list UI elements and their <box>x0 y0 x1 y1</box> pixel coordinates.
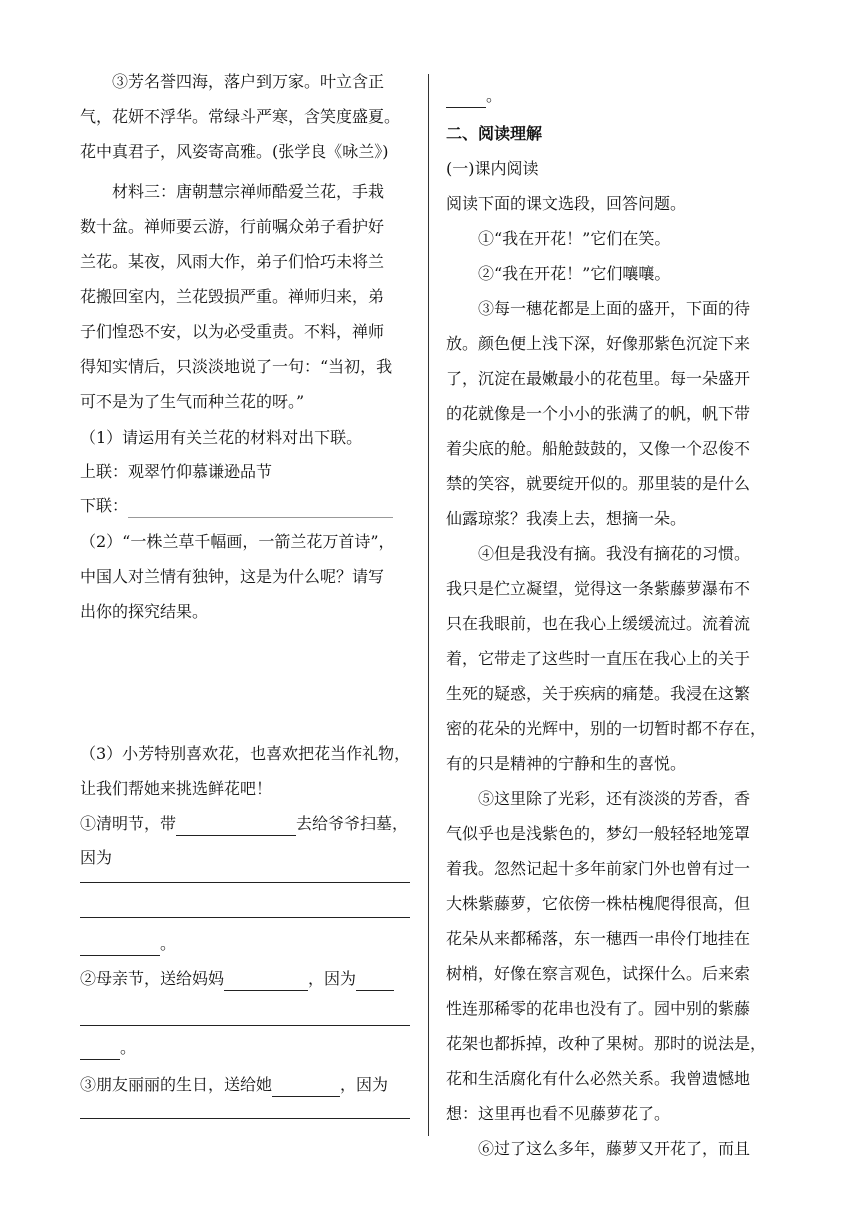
period: 。 <box>120 1038 137 1057</box>
item-1-end-row <box>80 932 176 956</box>
item-2-answer-line[interactable] <box>80 1025 410 1026</box>
carryover-row <box>446 84 502 108</box>
item-2-row <box>80 967 394 991</box>
passage-line: 花架也都拆掉，改种了果树。那时的说法是， <box>446 1034 767 1053</box>
poem-line: 气，花妍不浮华。常绿斗严寒，含笑度盛夏。 <box>80 107 401 126</box>
item-2-text: ②母亲节，送给妈妈 <box>80 969 225 988</box>
material-three-line: 子们惶恐不安，以为必受重责。不料，禅师 <box>80 322 385 341</box>
passage-line: 生死的疑惑，关于疾病的痛楚。我浸在这繁 <box>446 684 751 703</box>
column-divider <box>428 74 429 1136</box>
subsection-heading: (一)课内阅读 <box>446 159 539 178</box>
passage-line: ③每一穗花都是上面的盛开，下面的待 <box>478 299 751 318</box>
item-2-end-row <box>80 1036 136 1060</box>
item-1-row <box>80 812 408 836</box>
material-three-line: 可不是为了生气而种兰花的呀。” <box>80 392 305 411</box>
passage-line: ④但是我没有摘。我没有摘花的习惯。 <box>478 544 751 563</box>
lower-couplet-blank[interactable] <box>128 499 393 518</box>
item-1-answer-blank[interactable] <box>80 937 160 956</box>
question-2-line: 出你的探究结果。 <box>80 602 209 621</box>
item-3-answer-line[interactable] <box>80 1118 410 1119</box>
item-2-answer-blank[interactable] <box>80 1041 120 1060</box>
passage-line: 树梢，好像在察言观色，试探什么。后来索 <box>446 964 751 983</box>
item-1-flower-blank[interactable] <box>176 817 296 836</box>
item-1-because: 因为 <box>80 848 113 867</box>
passage-line: 大株紫藤萝，它依傍一株枯槐爬得很高，但 <box>446 894 751 913</box>
passage-line: 着我。忽然记起十多年前家门外也曾有过一 <box>446 859 751 878</box>
question-1: （1）请运用有关兰花的材料对出下联。 <box>80 428 363 447</box>
item-1-answer-line[interactable] <box>80 917 410 918</box>
material-three-line: 材料三：唐朝慧宗禅师酷爱兰花，手栽 <box>112 182 385 201</box>
passage-line: 性连那稀零的花串也没有了。园中别的紫藤 <box>446 999 751 1018</box>
question-3-line: （3）小芳特别喜欢花，也喜欢把花当作礼物， <box>80 744 411 763</box>
upper-couplet: 上联：观翠竹仰慕谦逊品节 <box>80 462 273 481</box>
passage-line: 了，沉淀在最嫩最小的花苞里。每一朵盛开 <box>446 369 751 388</box>
material-three-line: 花搬回室内，兰花毁损严重。禅师归来，弟 <box>80 287 385 306</box>
passage-line: 我只是伫立凝望，觉得这一条紫藤萝瀑布不 <box>446 579 751 598</box>
period: 。 <box>160 934 177 953</box>
lower-couplet-row <box>80 494 393 518</box>
passage-line: 着，它带走了这些时一直压在我心上的关于 <box>446 649 751 668</box>
passage-line: 有的只是精神的宁静和生的喜悦。 <box>446 754 687 773</box>
material-three-line: 数十盆。禅师要云游，行前嘱众弟子看护好 <box>80 217 385 236</box>
item-3-text: ③朋友丽丽的生日，送给她 <box>80 1075 273 1094</box>
question-3-line: 让我们帮她来挑选鲜花吧！ <box>80 779 273 798</box>
item-1-text-b: 去给爷爷扫墓， <box>296 814 409 833</box>
instruction: 阅读下面的课文选段，回答问题。 <box>446 194 687 213</box>
passage-line: 放。颜色便上浅下深，好像那紫色沉淀下来 <box>446 334 751 353</box>
material-three-line: 得知实情后，只淡淡地说了一句：“当初，我 <box>80 357 393 376</box>
question-2-line: （2）“一株兰草千幅画，一箭兰花万首诗”， <box>80 532 395 551</box>
passage-line: ⑥过了这么多年，藤萝又开花了，而且 <box>478 1139 751 1158</box>
carryover-blank[interactable] <box>446 89 486 108</box>
lower-couplet-label: 下联： <box>80 496 129 515</box>
passage-line: 花朵从来都稀落，东一穗西一串伶仃地挂在 <box>446 929 751 948</box>
item-1-answer-line[interactable] <box>80 882 410 883</box>
section-heading: 二、阅读理解 <box>446 124 543 143</box>
poem-line: ③芳名誉四海，落户到万家。叶立含正 <box>112 72 385 91</box>
passage-line: 仙露琼浆？我凑上去，想摘一朵。 <box>446 509 687 528</box>
item-1-text: ①清明节，带 <box>80 814 177 833</box>
question-2-line: 中国人对兰情有独钟，这是为什么呢？请写 <box>80 567 385 586</box>
passage-line: ⑤这里除了光彩，还有淡淡的芳香，香 <box>478 789 751 808</box>
passage-line: 气似乎也是浅紫色的，梦幻一般轻轻地笼罩 <box>446 824 751 843</box>
period: 。 <box>486 86 503 105</box>
material-three-line: 兰花。某夜，风雨大作，弟子们恰巧未将兰 <box>80 252 385 271</box>
item-3-row <box>80 1073 388 1097</box>
passage-line: 禁的笑容，就要绽开似的。那里装的是什么 <box>446 474 751 493</box>
item-2-reason-blank[interactable] <box>356 972 394 991</box>
passage-line: 的花就像是一个小小的张满了的帆，帆下带 <box>446 404 751 423</box>
passage-line: ①“我在开花！”它们在笑。 <box>478 229 671 248</box>
item-3-flower-blank[interactable] <box>272 1078 340 1097</box>
poem-line: 花中真君子，风姿寄高雅。(张学良《咏兰》) <box>80 142 389 161</box>
passage-line: 密的花朵的光辉中，别的一切暂时都不存在， <box>446 719 767 738</box>
passage-line: 想：这里再也看不见藤萝花了。 <box>446 1104 671 1123</box>
passage-line: 着尖底的舱。船舱鼓鼓的，又像一个忍俊不 <box>446 439 751 458</box>
passage-line: 只在我眼前，也在我心上缓缓流过。流着流 <box>446 614 751 633</box>
passage-line: ②“我在开花！”它们嚷嚷。 <box>478 264 671 283</box>
item-2-text-b: ，因为 <box>308 969 357 988</box>
item-2-flower-blank[interactable] <box>224 972 308 991</box>
item-3-text-b: ，因为 <box>340 1075 389 1094</box>
passage-line: 花和生活腐化有什么必然关系。我曾遗憾地 <box>446 1069 751 1088</box>
